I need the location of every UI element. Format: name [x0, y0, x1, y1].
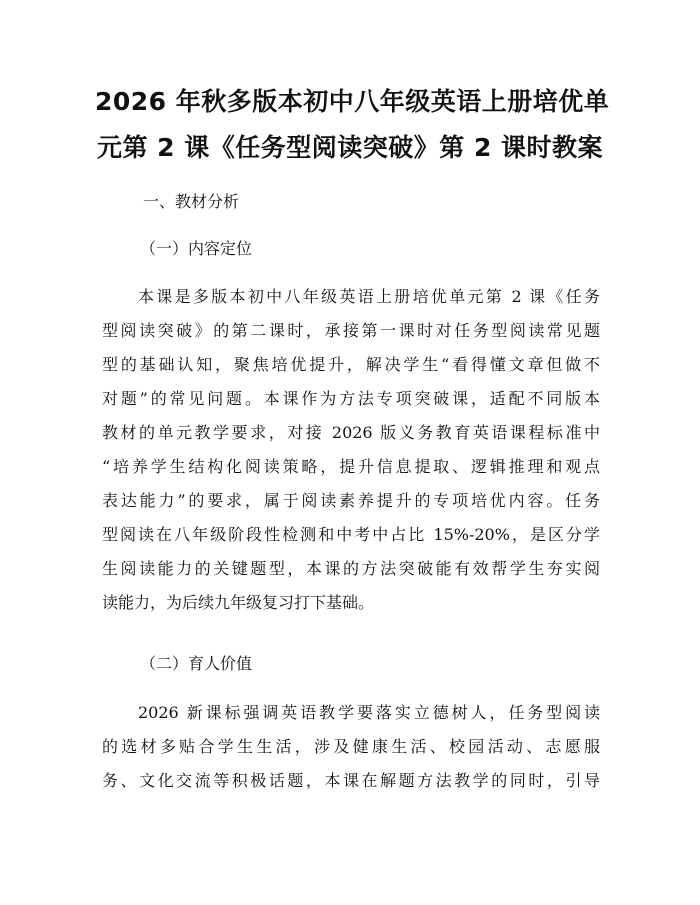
paragraph-line: 的选材多贴合学生生活，涉及健康生活、校园活动、志愿服 — [102, 737, 600, 756]
subsection-heading-content-positioning: （一）内容定位 — [140, 239, 253, 258]
paragraph-line: 型的基础认知，聚焦培优提升，解决学生“看得懂文章但做不 — [102, 355, 600, 374]
paragraph-line: 本课是多版本初中八年级英语上册培优单元第 2 课《任务 — [138, 287, 600, 306]
paragraph-line: 对题”的常见问题。本课作为方法专项突破课，适配不同版本 — [102, 389, 600, 408]
document-title-line-1: 2026 年秋多版本初中八年级英语上册培优单 — [95, 87, 610, 116]
paragraph-line: 型阅读在八年级阶段性检测和中考中占比 15%-20%，是区分学 — [102, 525, 600, 544]
subsection-heading-educational-value: （二）育人价值 — [140, 654, 253, 673]
paragraph-line: 2026 新课标强调英语教学要落实立德树人，任务型阅读 — [138, 703, 600, 722]
section-heading-teaching-material-analysis: 一、教材分析 — [143, 192, 240, 211]
paragraph-line: 表达能力”的要求，属于阅读素养提升的专项培优内容。任务 — [102, 491, 600, 510]
paragraph-line: “培养学生结构化阅读策略，提升信息提取、逻辑推理和观点 — [102, 457, 600, 476]
paragraph-line: 教材的单元教学要求，对接 2026 版义务教育英语课程标准中 — [102, 423, 600, 442]
paragraph-line: 务、文化交流等积极话题，本课在解题方法教学的同时，引导 — [102, 771, 600, 790]
paragraph-line: 生阅读能力的关键题型，本课的方法突破能有效帮学生夯实阅 — [102, 559, 600, 578]
document-title-line-2: 元第 2 课《任务型阅读突破》第 2 课时教案 — [96, 133, 604, 162]
paragraph-line: 型阅读突破》的第二课时，承接第一课时对任务型阅读常见题 — [102, 321, 600, 340]
paragraph-line: 读能力，为后续九年级复习打下基础。 — [102, 593, 375, 612]
